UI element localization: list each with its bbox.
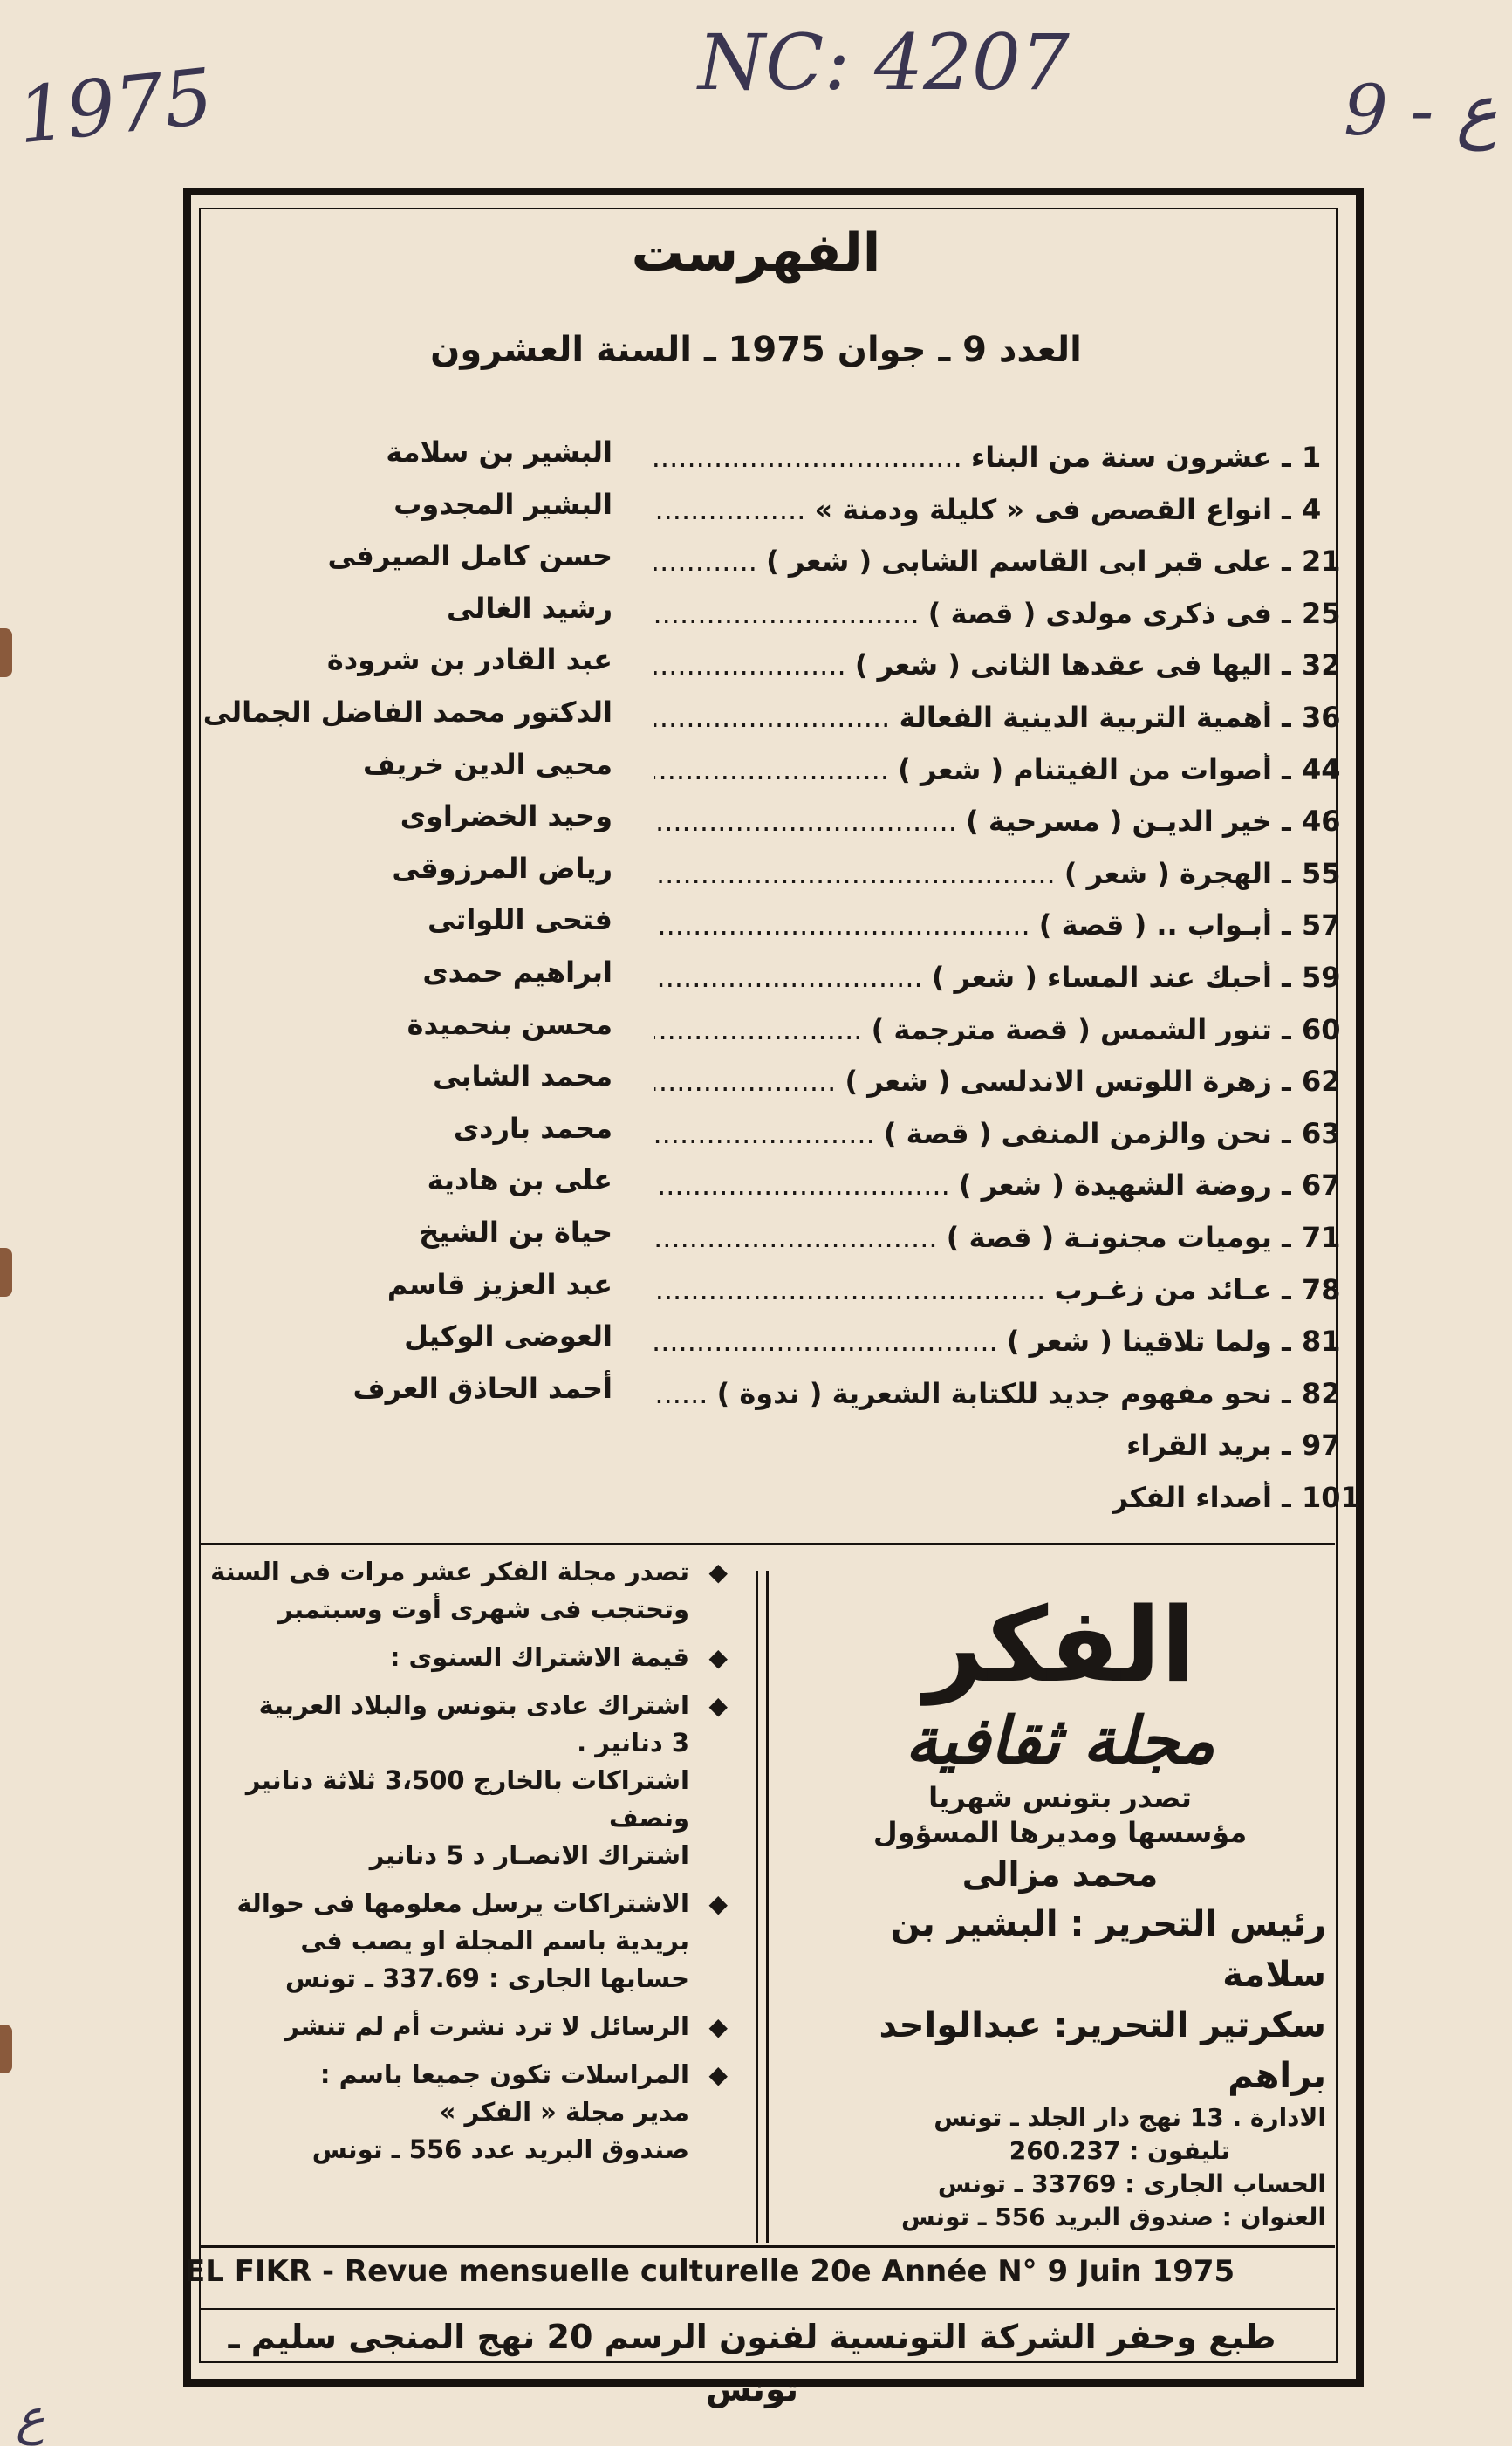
toc-author: البشير بن سلامة bbox=[386, 435, 612, 469]
toc-page-number: 36 bbox=[1302, 700, 1341, 734]
toc-subtitle: العدد 9 ـ جوان 1975 ـ السنة العشرون bbox=[430, 330, 1082, 370]
subscription-line: وتحتجب فى شهرى أوت وسبتمبر bbox=[278, 1594, 689, 1624]
toc-author: وحيد الخضراوى bbox=[400, 799, 612, 833]
toc-author: رشيد الغالى bbox=[446, 591, 612, 625]
toc-article-title: ـ أحبك عند المساء ( شعر ) ..... bbox=[654, 961, 1291, 994]
toc-author: على بن هادية bbox=[427, 1163, 612, 1197]
subscription-line: تصدر مجلة الفكر عشر مرات فى السنة bbox=[210, 1557, 689, 1586]
toc-article-title: ـ أبـواب .. ( قصة ) ..... bbox=[654, 908, 1291, 942]
toc-page-number: 55 bbox=[1302, 856, 1341, 890]
toc-entry bbox=[323, 1318, 1354, 1370]
toc-article-title: ـ الهجرة ( شعر ) ..... bbox=[654, 857, 1291, 890]
toc-entry bbox=[323, 641, 1354, 694]
toc-page-number: 63 bbox=[1302, 1116, 1341, 1150]
toc-entry bbox=[323, 954, 1354, 1006]
subscription-item bbox=[183, 1687, 728, 1874]
toc-article-title: ـ أهمية التربية الدينية الفعالة ..... bbox=[654, 701, 1291, 734]
toc-author: الدكتور محمد الفاضل الجمالى bbox=[202, 695, 612, 729]
toc-entry bbox=[323, 1161, 1354, 1214]
toc-entry bbox=[323, 1006, 1354, 1059]
toc-author: حياة بن الشيخ bbox=[419, 1215, 612, 1249]
bank-account: الحساب الجارى : 33769 ـ تونس bbox=[937, 2169, 1326, 2198]
toc-author: محمد باردى bbox=[453, 1111, 612, 1145]
toc-author: البشير المجدوب bbox=[393, 487, 612, 521]
subscription-line: اشتراك عادى بتونس والبلاد العربية bbox=[258, 1690, 689, 1720]
toc-entry bbox=[323, 1474, 1360, 1526]
footer-french-line: EL FIKR - Revue mensuelle culturelle 20e Année N° 9 Juin 1975 bbox=[185, 2254, 1235, 2289]
toc-author: فتحى اللواتى bbox=[427, 903, 612, 937]
toc-page-number: 60 bbox=[1302, 1012, 1341, 1046]
toc-page-number: 71 bbox=[1302, 1220, 1341, 1254]
toc-page-number: 67 bbox=[1302, 1168, 1341, 1202]
subscription-line: المراسلات تكون جميعا باسم : bbox=[319, 2059, 689, 2089]
toc-entry bbox=[323, 538, 1354, 590]
editorial-secretary: سكرتير التحرير: عبدالواحد براهم bbox=[879, 2005, 1326, 2096]
toc-article-title: ـ زهرة اللوتس الاندلسى ( شعر ) ..... bbox=[654, 1065, 1291, 1098]
postal-address: العنوان : صندوق البريد 556 ـ تونس bbox=[900, 2203, 1326, 2231]
toc-article-title: ـ على قبر ابى القاسم الشابى ( شعر ) ..... bbox=[654, 545, 1291, 578]
subscription-line: ونصف bbox=[608, 1803, 689, 1833]
toc-article-title: ـ تنور الشمس ( قصة مترجمة ) ..... bbox=[654, 1013, 1291, 1046]
toc-article-title: ـ خير الديـن ( مسرحية ) ..... bbox=[654, 805, 1291, 838]
toc-page-number: 46 bbox=[1302, 805, 1341, 839]
binding-hole-3 bbox=[0, 2025, 12, 2073]
toc-entry bbox=[323, 901, 1354, 954]
bullet-icon: ◆ bbox=[708, 1691, 728, 1720]
toc-entry bbox=[323, 1058, 1354, 1110]
toc-article-title: ـ عـائد من زغـرب ..... bbox=[654, 1273, 1291, 1306]
bullet-icon: ◆ bbox=[708, 1643, 728, 1672]
toc-entry bbox=[323, 486, 1354, 538]
toc-article-title: ـ نحن والزمن المنفى ( قصة ) ..... bbox=[654, 1117, 1291, 1150]
toc-author: العوضى الوكيل bbox=[404, 1319, 612, 1353]
toc-page-number: 101 bbox=[1302, 1480, 1360, 1514]
toc-list bbox=[202, 434, 1360, 1525]
toc-author: ابراهيم حمدى bbox=[422, 955, 612, 989]
bullet-icon: ◆ bbox=[708, 2060, 728, 2089]
handwritten-year: 1975 bbox=[13, 51, 217, 161]
toc-author: عبد القادر بن شرودة bbox=[326, 643, 612, 677]
toc-article-title: ـ عشرون سنة من البناء ..... bbox=[654, 441, 1291, 474]
toc-article-title: ـ أصداء الفكر bbox=[1112, 1480, 1291, 1514]
footer-divider-bottom bbox=[201, 2308, 1335, 2310]
toc-divider bbox=[201, 1543, 1335, 1545]
subscription-line: صندوق البريد عدد 556 ـ تونس bbox=[311, 2134, 689, 2164]
editor-in-chief: رئيس التحرير : البشير بن سلامة bbox=[890, 1904, 1326, 1995]
masthead bbox=[785, 1571, 1335, 2234]
subscription-line: قيمة الاشتراك السنوى : bbox=[389, 1642, 689, 1672]
toc-title: الفهرست bbox=[631, 223, 881, 284]
toc-article-title: ـ يوميات مجنونـة ( قصة ) ..... bbox=[654, 1221, 1291, 1254]
toc-entry bbox=[323, 798, 1354, 850]
subscription-line: الاشتراكات يرسل معلومها فى حوالة bbox=[236, 1888, 689, 1918]
toc-article-title: ـ انواع القصص فى « كليلة ودمنة » ..... bbox=[654, 493, 1291, 526]
subscription-item bbox=[183, 1639, 728, 1676]
toc-article-title: ـ فى ذكرى مولدى ( قصة ) ..... bbox=[654, 597, 1291, 630]
bullet-icon: ◆ bbox=[708, 2012, 728, 2041]
toc-page-number: 25 bbox=[1302, 596, 1341, 630]
handwritten-issue-code: 9 - ع bbox=[1344, 70, 1498, 151]
toc-article-title: ـ نحو مفهوم جديد للكتابة الشعرية ( ندوة ) ..... bbox=[654, 1377, 1291, 1410]
masthead-founder: محمد مزالى bbox=[961, 1855, 1159, 1894]
toc-page-number: 81 bbox=[1302, 1325, 1341, 1359]
toc-page-number: 44 bbox=[1302, 752, 1341, 786]
phone-number: تليفون : 260.237 bbox=[1009, 2136, 1230, 2165]
toc-entry bbox=[202, 694, 1354, 746]
toc-article-title: ـ ولما تلاقينا ( شعر ) ..... bbox=[654, 1325, 1291, 1358]
toc-article-title: ـ أصوات من الفيتنام ( شعر ) ..... bbox=[654, 753, 1291, 786]
masthead-title: الفكر bbox=[924, 1585, 1196, 1705]
subscription-line: اشتراكات بالخارج 3،500 ثلاثة دنانير bbox=[245, 1765, 689, 1795]
toc-entry bbox=[323, 434, 1354, 486]
toc-page-number: 21 bbox=[1302, 545, 1341, 579]
bullet-icon: ◆ bbox=[708, 1889, 728, 1918]
toc-author: محيى الدين خريف bbox=[363, 747, 612, 781]
subscription-item bbox=[183, 2008, 728, 2045]
subscription-line: مدير مجلة « الفكر » bbox=[439, 2097, 689, 2127]
subscription-item bbox=[183, 2056, 728, 2169]
column-divider-left bbox=[756, 1571, 758, 2243]
toc-page-number: 4 bbox=[1302, 492, 1322, 526]
binding-hole-2 bbox=[0, 1248, 12, 1297]
toc-article-title: ـ اليها فى عقدها الثانى ( شعر ) ..... bbox=[654, 648, 1291, 682]
toc-entry bbox=[323, 850, 1354, 902]
toc-article-title: ـ بريد القراء bbox=[1126, 1429, 1291, 1463]
toc-entry bbox=[323, 1370, 1354, 1422]
subscription-line: الرسائل لا ترد نشرت أم لم تنشر bbox=[284, 2011, 689, 2041]
subscription-item bbox=[183, 1553, 728, 1628]
toc-page-number: 32 bbox=[1302, 648, 1341, 682]
subscription-line: اشتراك الانصـار د 5 دنانير bbox=[369, 1840, 689, 1870]
toc-entry bbox=[323, 746, 1354, 798]
masthead-subtitle: مجلة ثقافية bbox=[905, 1703, 1215, 1778]
toc-entry bbox=[323, 1422, 1354, 1474]
subscription-line: 3 دنانير . bbox=[577, 1728, 689, 1757]
subscription-info bbox=[183, 1553, 728, 2179]
toc-author: حسن كامل الصيرفى bbox=[327, 539, 612, 573]
toc-author: محسن بنحميدة bbox=[407, 1007, 612, 1041]
toc-page-number: 1 bbox=[1302, 441, 1322, 474]
toc-page-number: 59 bbox=[1302, 960, 1341, 994]
toc-page-number: 82 bbox=[1302, 1376, 1341, 1410]
toc-author: أحمد الحاذق العرف bbox=[352, 1371, 612, 1405]
toc-entry bbox=[323, 1110, 1354, 1162]
masthead-tagline: تصدر بتونس شهريا bbox=[928, 1781, 1192, 1814]
toc-page-number: 62 bbox=[1302, 1065, 1341, 1099]
column-divider-right bbox=[766, 1571, 769, 2243]
subscription-item bbox=[183, 1885, 728, 1997]
masthead-founder-label: مؤسسها ومديرها المسؤول bbox=[872, 1816, 1248, 1849]
handwritten-nc-number: NC: 4207 bbox=[698, 17, 1070, 107]
toc-author: رياض المرزوقى bbox=[392, 851, 612, 885]
toc-author: عبد العزيز قاسم bbox=[387, 1267, 612, 1301]
administration-address: الادارة . 13 نهج دار الجلد ـ تونس bbox=[934, 2103, 1326, 2132]
toc-page-number: 78 bbox=[1302, 1272, 1341, 1306]
toc-article-title: ـ روضة الشهيدة ( شعر ) ..... bbox=[654, 1168, 1291, 1202]
bullet-icon: ◆ bbox=[708, 1558, 728, 1586]
toc-page-number: 97 bbox=[1302, 1429, 1341, 1463]
footer-printer: طبع وحفر الشركة التونسية لفنون الرسم 20 نهج المنجى سليم ـ تونس bbox=[228, 2318, 1276, 2408]
toc-author: محمد الشابى bbox=[433, 1059, 612, 1093]
toc-entry bbox=[323, 1266, 1354, 1319]
subscription-line: بريدية باسم المجلة او يصب فى bbox=[300, 1926, 689, 1956]
toc-page-number: 57 bbox=[1302, 908, 1341, 942]
handwritten-corner-mark: ع bbox=[16, 2389, 45, 2446]
binding-hole-1 bbox=[0, 628, 12, 677]
toc-entry bbox=[323, 590, 1354, 642]
subscription-line: حسابها الجارى : 337.69 ـ تونس bbox=[285, 1963, 689, 1993]
toc-entry bbox=[323, 1214, 1354, 1266]
